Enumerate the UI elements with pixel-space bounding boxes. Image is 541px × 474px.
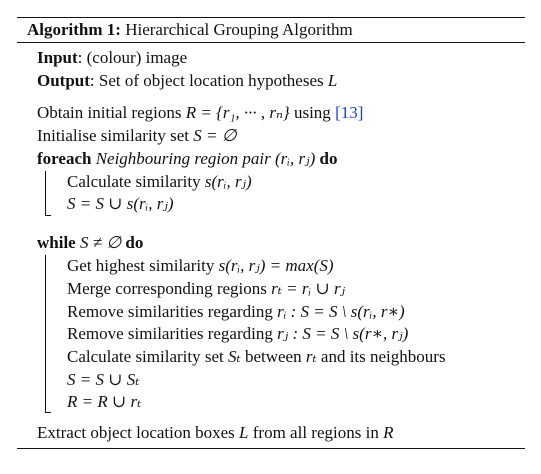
while-keyword: while — [37, 233, 76, 252]
calcset-rt: rₜ — [305, 347, 317, 366]
algorithm-box — [17, 17, 525, 449]
union3-line — [67, 392, 141, 412]
get-line — [67, 256, 334, 276]
remove1-math: rᵢ : S = S \ s(rᵢ, r∗) — [277, 302, 405, 321]
bottom-rule — [17, 448, 525, 449]
caption-rule — [17, 42, 525, 43]
input-line — [37, 48, 187, 68]
algorithm-label: Algorithm 1: — [27, 20, 121, 39]
calc-text: Calculate similarity — [67, 172, 205, 191]
calcset-end: and its neighbours — [316, 347, 446, 366]
while-block-tick — [45, 412, 51, 413]
top-rule — [17, 17, 525, 18]
merge-text: Merge corresponding regions — [67, 279, 272, 298]
foreach-line — [37, 149, 337, 169]
output-line — [37, 71, 337, 91]
citation-link[interactable]: [13] — [335, 103, 364, 122]
while-do-keyword: do — [125, 233, 144, 252]
foreach-block-tick — [45, 215, 51, 216]
algorithm-caption — [27, 20, 353, 40]
obtain-math: R = {r₁, ··· , rₙ} — [185, 103, 290, 122]
foreach-block-bar — [45, 171, 46, 215]
algorithm-title: Hierarchical Grouping Algorithm — [125, 20, 353, 39]
extract-text: Extract object location boxes — [37, 423, 240, 442]
input-keyword: Input — [37, 48, 78, 67]
output-keyword: Output — [37, 71, 90, 90]
output-text: : Set of object location hypotheses — [89, 71, 328, 90]
get-math: s(rᵢ, rⱼ) = max(S) — [218, 256, 334, 275]
merge-line — [67, 279, 345, 299]
while-block-bar — [45, 255, 46, 412]
union1-math: S = S ∪ s(rᵢ, rⱼ) — [67, 194, 174, 213]
obtain-text: Obtain initial regions — [37, 103, 186, 122]
union1-line — [67, 194, 174, 214]
remove1-line — [67, 302, 405, 322]
merge-math: rₜ = rᵢ ∪ rⱼ — [271, 279, 346, 298]
get-text: Get highest similarity — [67, 256, 219, 275]
init-math: S = ∅ — [193, 126, 237, 145]
union2-line — [67, 370, 139, 390]
extract-L: L — [239, 423, 249, 442]
union2-math: S = S ∪ Sₜ — [67, 370, 140, 389]
remove1-text: Remove similarities regarding — [67, 302, 278, 321]
extract-mid: from all regions in — [248, 423, 384, 442]
remove2-math: rⱼ : S = S \ s(r∗, rⱼ) — [277, 324, 409, 343]
calc-math: s(rᵢ, rⱼ) — [204, 172, 252, 191]
remove2-line — [67, 324, 408, 344]
while-line — [37, 233, 143, 253]
calc-line — [67, 172, 252, 192]
calcset-text: Calculate similarity set — [67, 347, 228, 366]
foreach-do-keyword: do — [319, 149, 338, 168]
while-math: S ≠ ∅ — [75, 233, 126, 252]
union3-math: R = R ∪ rₜ — [67, 392, 142, 411]
calcset-symbol: Sₜ — [228, 347, 241, 366]
foreach-keyword: foreach — [37, 149, 92, 168]
extract-line — [37, 423, 393, 443]
remove2-text: Remove similarities regarding — [67, 324, 278, 343]
calcset-mid: between — [240, 347, 306, 366]
calcset-line — [67, 347, 446, 367]
output-symbol: L — [327, 71, 338, 90]
init-text: Initialise similarity set — [37, 126, 194, 145]
extract-R: R — [383, 423, 394, 442]
foreach-text: Neighbouring region pair (rᵢ, rⱼ) — [91, 149, 320, 168]
input-text: : (colour) image — [77, 48, 188, 67]
init-line — [37, 126, 237, 146]
obtain-line — [37, 103, 363, 123]
obtain-using: using — [289, 103, 336, 122]
